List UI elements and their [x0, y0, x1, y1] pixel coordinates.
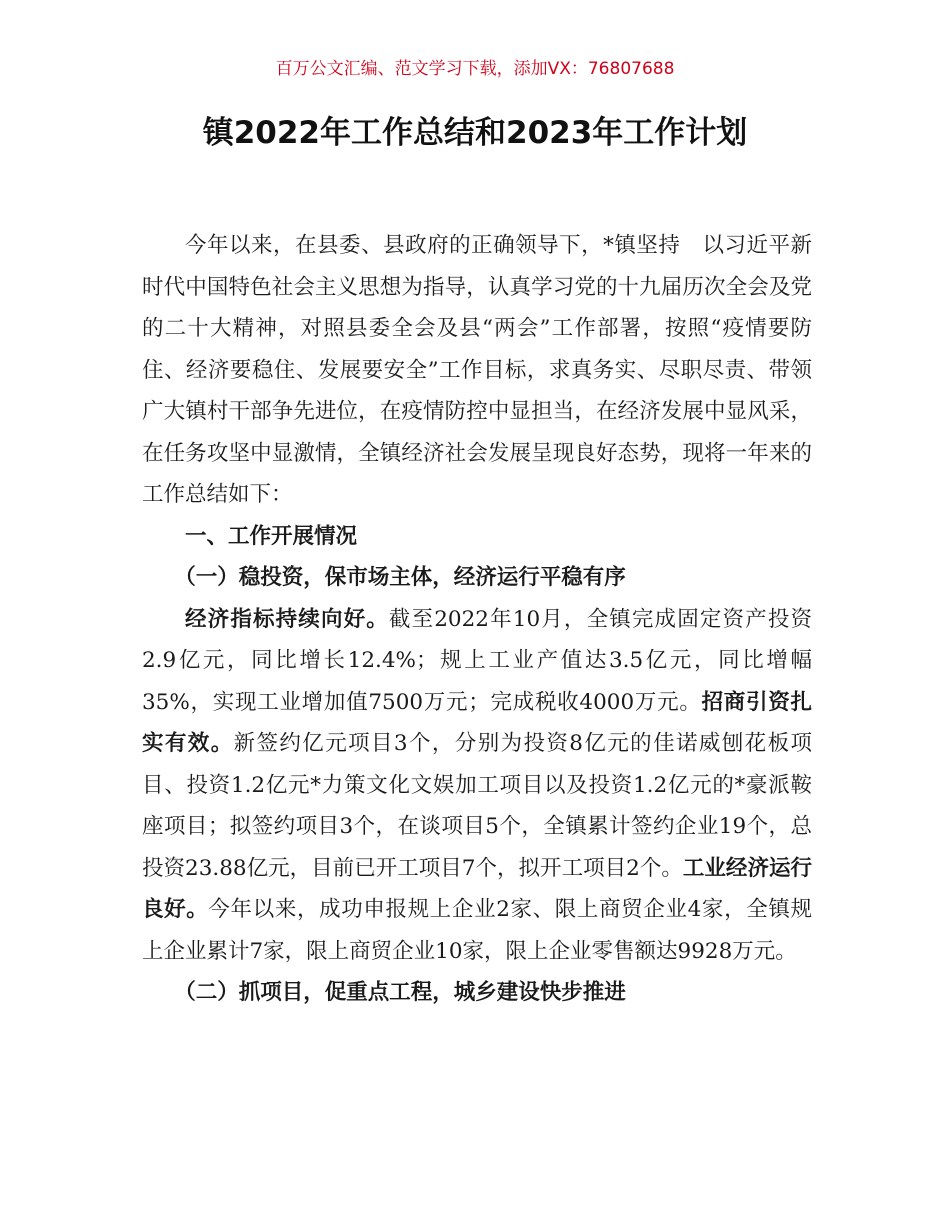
document-body	[142, 225, 812, 1014]
paragraph-text: 今年以来，成功申报规上企业2家、限上商贸企业4家，全镇规上企业累计7家，限上商贸企业10家，限上企业零售额达9928万元。	[142, 897, 812, 964]
lead-phrase: 经济指标持续向好。	[185, 606, 389, 632]
paragraph-text: 新签约亿元项目3个，分别为投资8亿元的佳诺威刨花板项目、投资1.2亿元*力策文化文娱加工项目以及投资1.2亿元的*豪派鞍座项目；拟签约项目3个，在谈项目5个，全镇累计签约企业19个，总投资23.88亿元，目前已开工项目7个，拟开工项目2个。	[142, 731, 812, 881]
economy-paragraph	[142, 599, 812, 973]
subsection-heading: （一）稳投资，保市场主体，经济运行平稳有序	[174, 565, 626, 590]
section-heading: 一、工作开展情况	[185, 523, 358, 549]
subsection-heading: （二）抓项目，促重点工程，城乡建设快步推进	[174, 980, 626, 1005]
page-title: 镇2022年工作总结和2023年工作计划	[202, 115, 748, 151]
paragraph-text: 截至2022年10月，全镇完成固定资产投资2.9亿元，同比增长12.4%；规上工业产值达3.5亿元，同比增幅35%，实现工业增加值7500万元；完成税收4000万元。	[142, 606, 812, 715]
intro-paragraph: 今年以来，在县委、县政府的正确领导下，*镇坚持 以习近平新时代中国特色社会主义思想为指导，认真学习党的十九届历次全会及党的二十大精神，对照县委全会及县“两会”工作部署，按照“疫情要防住、经济要稳住、发展要安全”工作目标，求真务实、尽职尽责、带领广大镇村干部争先进位，在疫情防控中显担当，在经济发展中显风采，在任务攻坚中显激情，全镇经济社会发展呈现良好态势，现将一年来的工作总结如下：	[142, 233, 812, 507]
watermark-header: 百万公文汇编、范文学习下载，添加VX：76807688	[275, 59, 675, 79]
lead-phrase: 工业经济运行良好。	[142, 855, 812, 922]
lead-phrase: 招商引资扎实有效。	[142, 689, 812, 756]
